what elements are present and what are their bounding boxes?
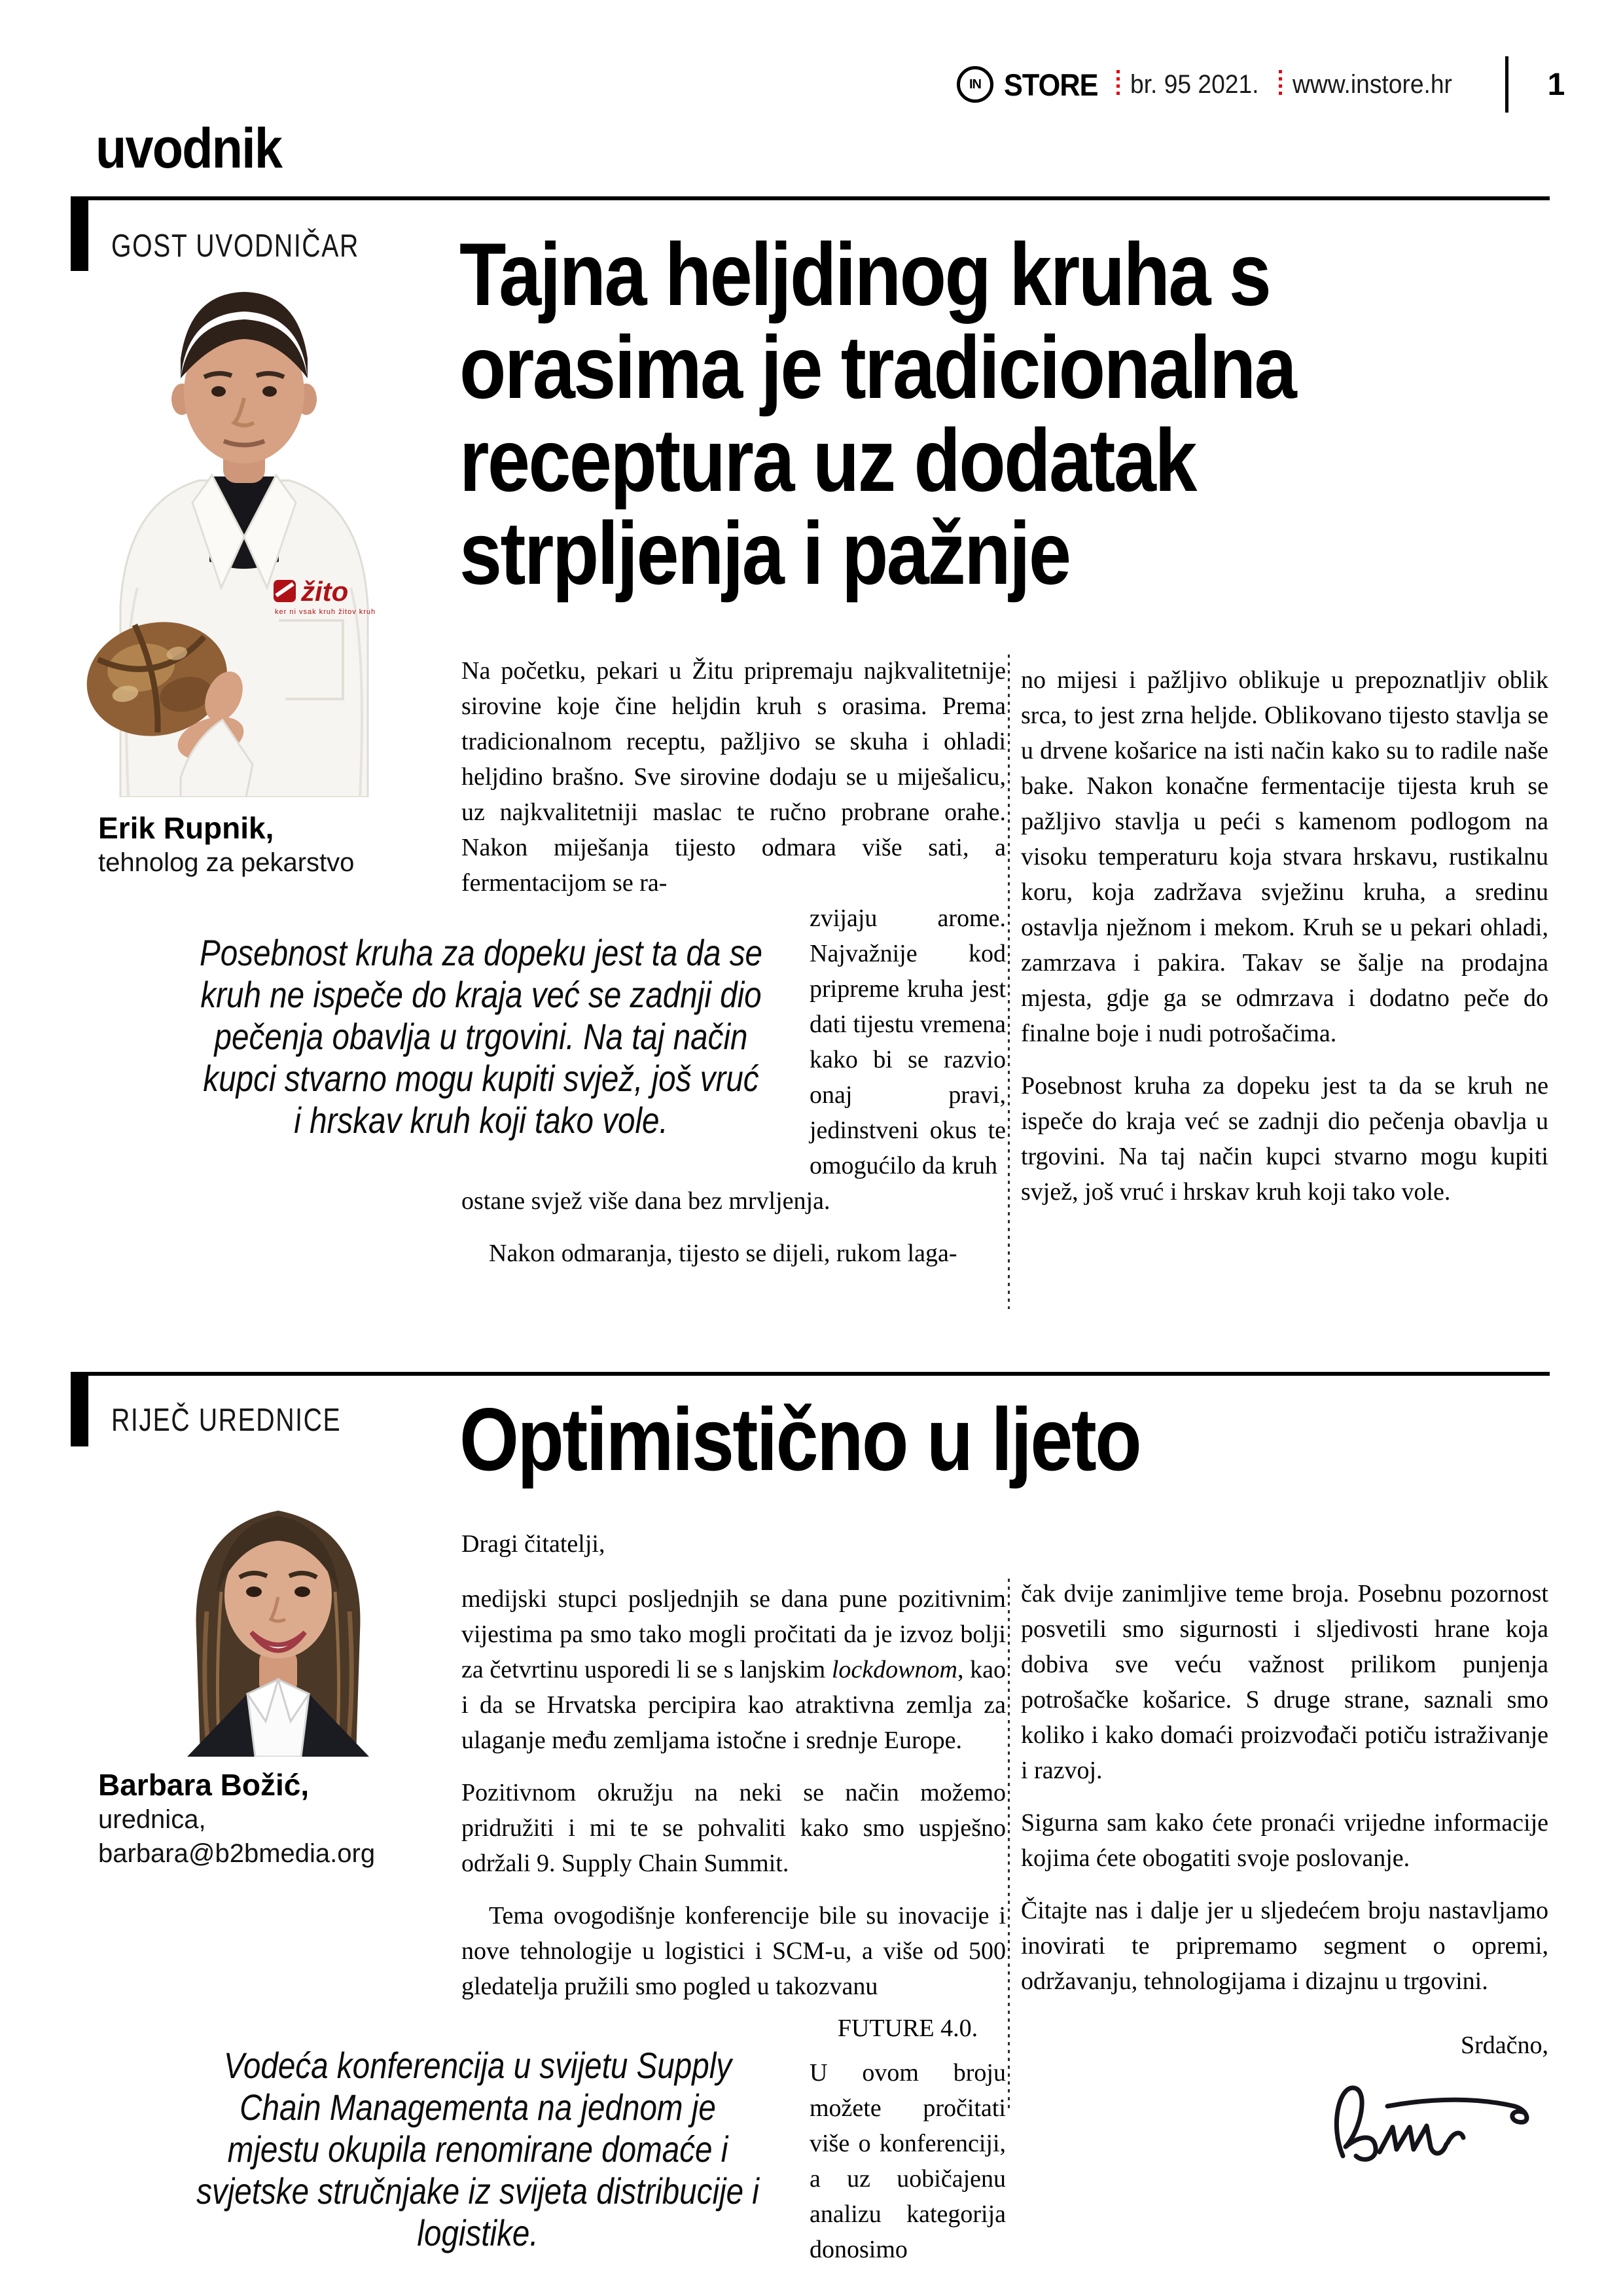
column-divider-dotted (1008, 655, 1010, 1309)
pull-quote-line: i hrskav kruh koji tako vole. (294, 1100, 668, 1141)
barbara-signature-icon (1319, 2070, 1548, 2181)
paragraph-narrow-wrap: zvijaju arome. Najvažnije kod pripreme kruha jest dati tijestu vremena kako bi se razvio onaj pravi, jedinstveni okus te omogućilo da kruh (810, 905, 1006, 1179)
section-tab-bar (71, 196, 88, 271)
italic-word: lockdownom (831, 1656, 957, 1683)
paragraph: Nakon odmaranja, tijesto se dijeli, rukom laga- (489, 1240, 957, 1267)
logo-store-text: STORE (1004, 67, 1098, 102)
headline-line: Tajna heljdinog kruha s (459, 224, 1270, 324)
pull-quote-line: Chain Managementa na jednom je (240, 2087, 716, 2128)
paragraph: Dragi čitatelji, (461, 1530, 605, 1558)
pull-quote-line: kupci stvarno mogu kupiti svjež, još vruć (203, 1058, 759, 1099)
zito-logo-tagline: ker ni vsak kruh žitov kruh (275, 608, 376, 616)
section-rule (73, 1372, 1550, 1376)
headline-line: orasima je tradicionalna (459, 317, 1296, 417)
pull-quote-line: pečenja obavlja u trgovini. Na taj način (214, 1016, 748, 1057)
article1-author-role: tehnolog za pekarstvo (98, 848, 355, 877)
paragraph: U ovom broju možete pročitati više o konferenciji, a uz uobičajenu analizu kategorija donosimo (810, 2059, 1006, 2263)
zito-logo-text: žito (301, 576, 349, 607)
barbara-bozic-photo (149, 1494, 407, 1757)
article2-author-role: urednica, (98, 1805, 206, 1834)
paragraph-narrow-wrap (810, 2011, 1006, 2267)
closing-salutation: Srdačno, (1460, 2032, 1548, 2059)
erik-rupnik-photo (82, 280, 406, 797)
section-rule (73, 196, 1550, 200)
paragraph (461, 1581, 1006, 1758)
paragraph: Tema ovogodišnje konferencije bile su inovacije i nove tehnologije u logistici i SCM-u, a više od 500 gledatelja pružili smo pogled u takozvanu (461, 1902, 1006, 2000)
red-dotted-separator-icon (1116, 70, 1120, 99)
article1-pull-quote (167, 932, 796, 1141)
paragraph: ostane svjež više dana bez mrvljenja. (461, 1187, 830, 1215)
signature-wrap (1021, 2070, 1548, 2191)
column-divider-dotted (1008, 1579, 1010, 2112)
pull-quote-line: svjetske stručnjake iz svijeta distribucije i (196, 2170, 759, 2212)
future-40-line: FUTURE 4.0. (837, 2015, 978, 2042)
issue-number: br. 95 2021. (1130, 69, 1259, 99)
headline-line: strpljenja i pažnje (459, 503, 1070, 603)
article2-pull-quote (155, 2045, 800, 2254)
section-tab-bar (71, 1372, 88, 1446)
article1-headline (459, 224, 1296, 603)
headline-line: Optimistično u ljeto (459, 1390, 1141, 1489)
pull-quote-line: Vodeća konferencija u svijetu Supply (223, 2045, 732, 2086)
paragraph: Pozitivnom okružju na neki se način možemo pridružiti i mi te se pohvaliti kako smo uspješno održali 9. Supply Chain Summit. (461, 1779, 1006, 1877)
paragraph: no mijesi i pažljivo oblikuje u prepoznatljiv oblik srca, to jest zrna heljde. Oblikovano tijesto stavlja se u drvene košarice na isti način kako su to radile naše bake. Nakon konačne fermentacije tijesta kruh se pažljivo stavlja u peći s kamenom podlogom na visoku temperaturu koja stvara hrskavu, rustikalnu koru, koja zadržava svježinu kruha, a sredinu ostavlja nježnom i mekom. Kruh se u pekari ohladi, zamrzava i pakira. Takav se šalje na prodajna mjesta, gdje ga se odmrzava i dodatno peče do finalne boje i nudi potrošačima. (1021, 666, 1548, 1047)
pull-quote-line: logistike. (417, 2212, 539, 2253)
paragraph: Posebnost kruha za dopeku jest ta da se kruh ne ispeče do kraja već se zadnji dio pečenja obavlja u trgovini. Na taj način kupci stvarno mogu kupiti svjež, još vruć i hrskav kruh koji tako vole. (1021, 1072, 1548, 1206)
logo-in-text: IN (969, 77, 981, 92)
paragraph: Čitajte nas i dalje jer u sljedećem broju nastavljamo inovirati te pripremamo segment o opremi, održavanju, tehnologijama i dizajnu u trgovini. (1021, 1897, 1548, 1995)
article2-headline (459, 1390, 1141, 1489)
page-number: 1 (1547, 67, 1565, 102)
masthead (957, 55, 1565, 114)
masthead-divider (1505, 56, 1508, 113)
headline-line: receptura uz dodatak (459, 410, 1196, 510)
article2-author-name: Barbara Božić, (98, 1768, 310, 1802)
article1-column-right (1021, 662, 1548, 1227)
paragraph-text: , kao i da se Hrvatska percipira kao atraktivna zemlja za ulaganje među zemljama istočne i srednje Europe. (461, 1656, 1006, 1754)
website-link[interactable]: www.instore.hr (1293, 69, 1453, 99)
page-title: uvodnik (96, 117, 282, 180)
article2-author-email[interactable]: barbara@b2bmedia.org (98, 1839, 376, 1868)
red-dotted-separator-icon (1279, 70, 1282, 99)
kicker-gost-uvodnicar: GOST UVODNIČAR (111, 228, 359, 264)
kicker-rijec-urednice: RIJEČ UREDNICE (111, 1403, 342, 1438)
article2-column-right (1021, 1576, 1548, 2191)
pull-quote-line: kruh ne ispeče do kraja već se zadnji dio (200, 974, 762, 1015)
pull-quote-line: mjestu okupila renomirane domaće i (227, 2128, 728, 2170)
instore-in-circle-icon (957, 66, 993, 103)
paragraph: Sigurna sam kako ćete pronaći vrijedne informacije kojima ćete obogatiti svoje poslovanje. (1021, 1809, 1548, 1872)
paragraph-text: medijski stupci posljednjih se dana pune pozitivnim vijestima pa smo tako mogli pročitati da je izvoz bolji za četvrtinu usporedi li se s lanjskim (461, 1585, 1006, 1683)
paragraph: čak dvije zanimljive teme broja. Posebnu pozornost posvetili smo sigurnosti i sljedivosti hrane koja dobiva sve veću važnost prilikom punjenja potrošačke košarice. S druge strane, saznali smo koliko i kako domaći proizvođači potiču istraživanje i razvoj. (1021, 1580, 1548, 1784)
article1-author-name: Erik Rupnik, (98, 811, 274, 845)
pull-quote-line: Posebnost kruha za dopeku jest ta da se (199, 932, 763, 973)
paragraph: Na početku, pekari u Žitu pripremaju najkvalitetnije sirovine koje čine heljdin kruh s orasima. Prema tradicionalnom receptu, pažljivo se skuha i ohladi heljdino brašno. Sve sirovine dodaju se u miješalicu, uz najkvalitetniji maslac te ručno probrane orahe. Nakon miješanja tijesto odmara više sati, a fermentacijom se ra- (461, 657, 1006, 897)
